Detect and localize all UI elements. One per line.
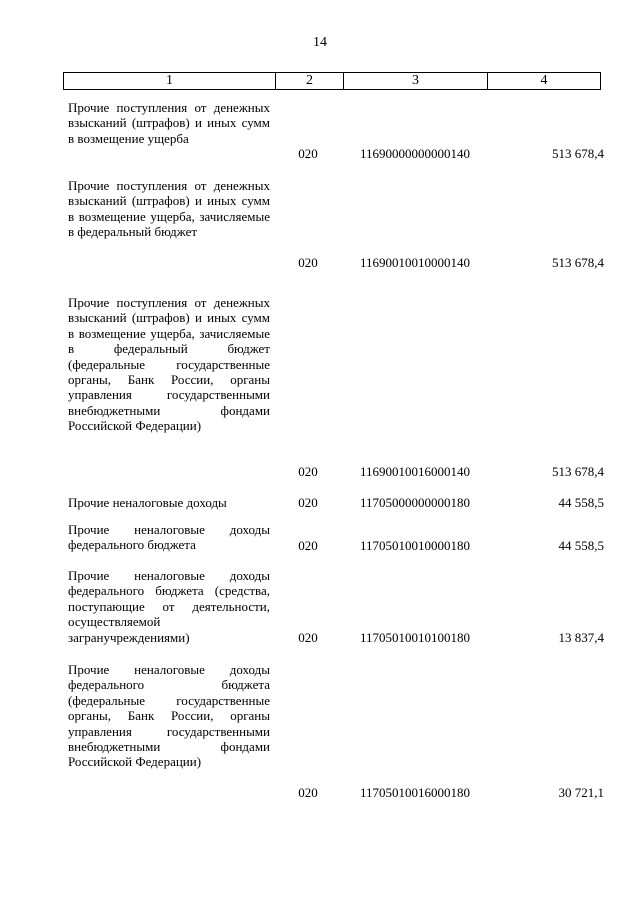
row-kbk: 11690010010000140 [359,255,471,270]
row-kbk: 11705010010000180 [359,538,471,553]
row-name: Прочие неналоговые доходы федерального бюджета (средства, поступающие от деятельности, осуществляемой загранучреждениями) [68,568,270,645]
row-sum: 30 721,1 [558,785,604,800]
table-row [0,175,640,295]
row-code: 020 [298,495,318,510]
row-kbk: 11705010010100180 [359,630,471,645]
row-sum: 44 558,5 [558,495,604,510]
row-code: 020 [298,785,318,800]
column-header-4: 4 [488,73,601,90]
row-name: Прочие поступления от денежных взысканий (штрафов) и иных сумм в возмещение ущерба [68,100,270,146]
page-number: 14 [313,35,327,50]
column-header-2: 2 [276,73,344,90]
row-sum: 44 558,5 [558,538,604,553]
row-kbk: 11705000000000180 [359,495,471,510]
row-kbk: 11690010016000140 [359,464,471,479]
row-sum: 13 837,4 [558,630,604,645]
row-code: 020 [298,464,318,479]
row-code: 020 [298,538,318,553]
row-code: 020 [298,255,318,270]
row-name: Прочие неналоговые доходы федерального бюджета (федеральные государственные органы, Банк России, органы управления государственными внебюджетными фондами Российской Федерации) [68,662,270,770]
table-row [0,658,640,808]
table-row [0,565,640,658]
row-name: Прочие поступления от денежных взысканий (штрафов) и иных сумм в возмещение ущерба, зачисляемые в федеральный бюджет (федеральные государственные органы, Банк России, органы управления государственными внебюджетными фондами Российской Федерации) [68,295,270,434]
row-kbk: 11690000000000140 [359,146,471,161]
row-code: 020 [298,630,318,645]
table-row [0,100,640,175]
table-row [0,495,640,522]
column-header-table [63,72,601,90]
table-row [0,522,640,565]
column-header-3: 3 [344,73,488,90]
table-row [0,295,640,495]
row-code: 020 [298,146,318,161]
row-name: Прочие неналоговые доходы федерального бюджета [68,522,270,553]
table-body [0,100,640,808]
row-name: Прочие поступления от денежных взысканий (штрафов) и иных сумм в возмещение ущерба, зачисляемые в федеральный бюджет [68,178,270,240]
row-sum: 513 678,4 [552,146,604,161]
row-sum: 513 678,4 [552,255,604,270]
row-sum: 513 678,4 [552,464,604,479]
row-kbk: 11705010016000180 [359,785,471,800]
row-name: Прочие неналоговые доходы [68,495,227,510]
column-header-1: 1 [64,73,276,90]
